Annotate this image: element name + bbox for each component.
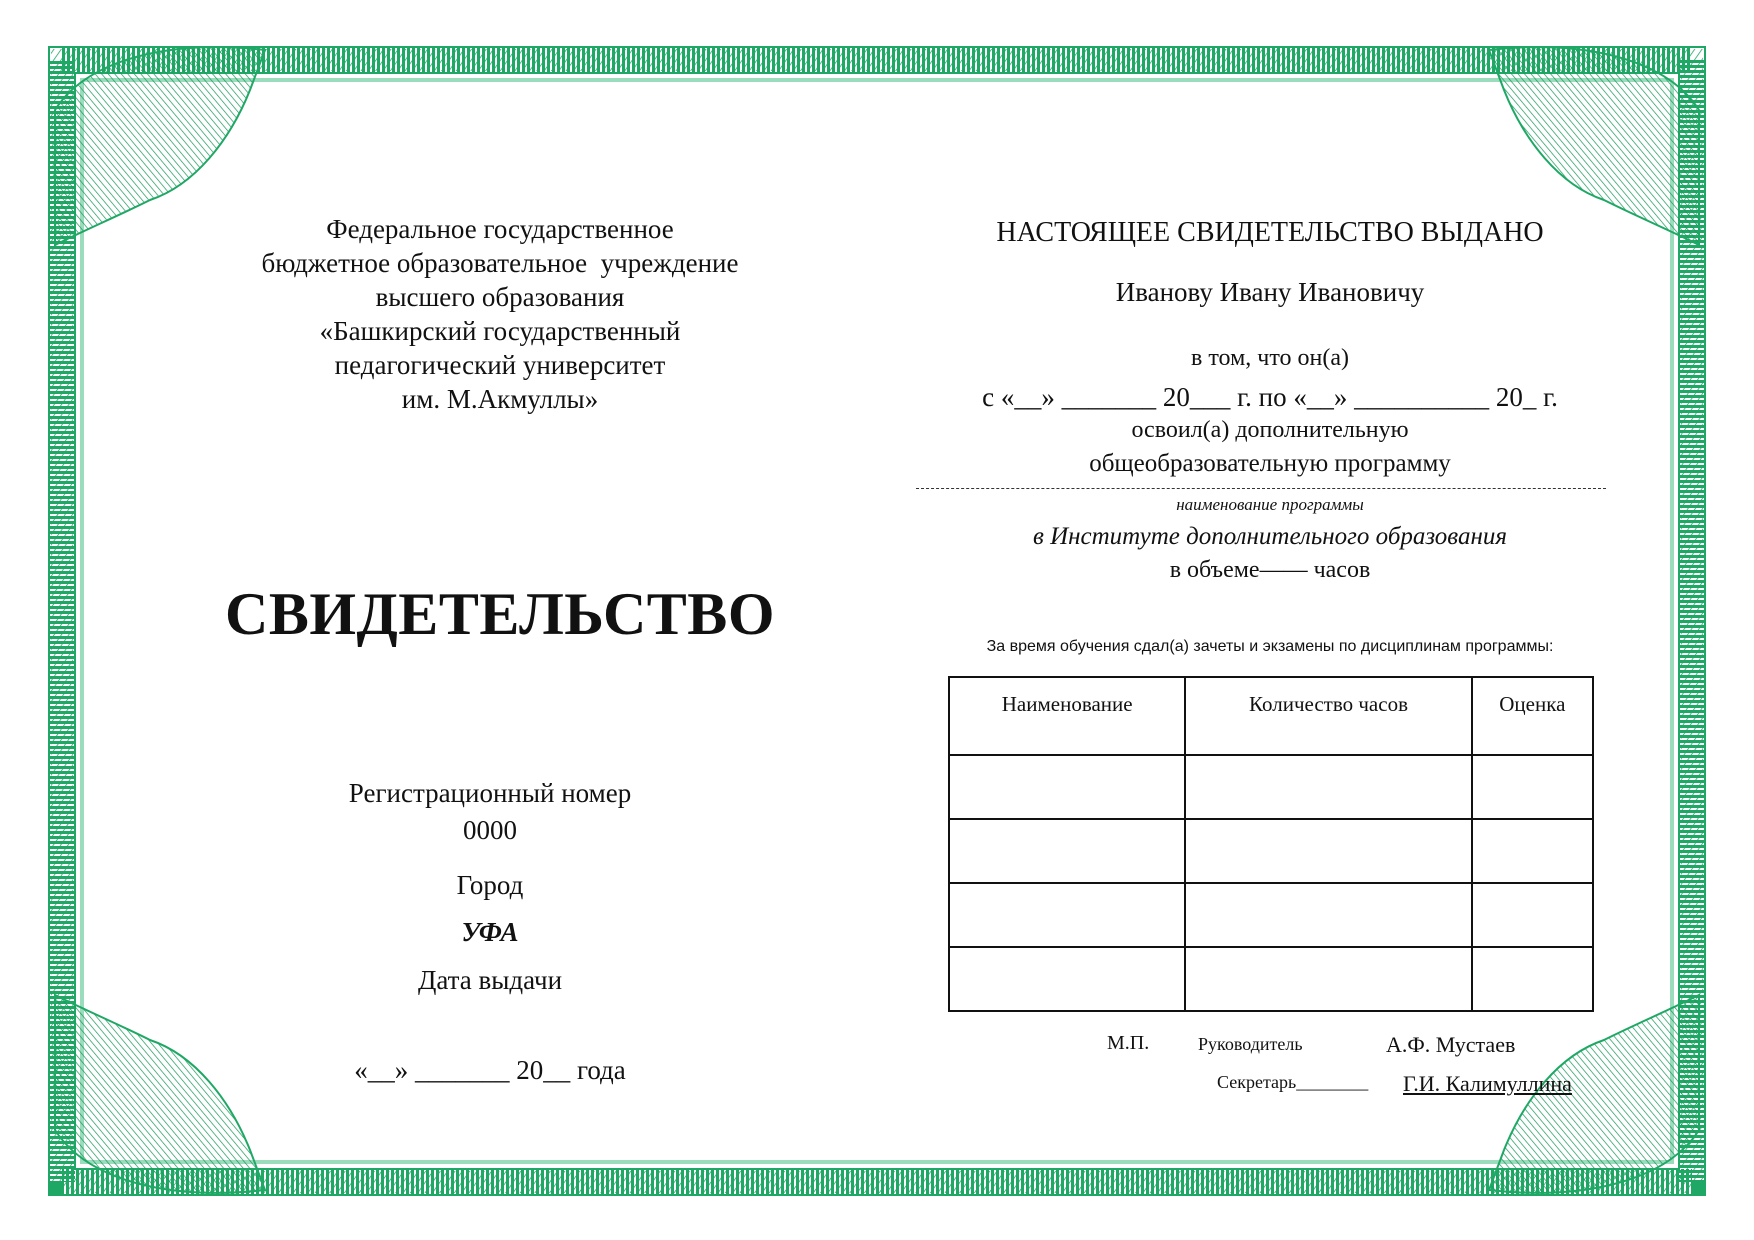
table-cell: [1185, 819, 1471, 883]
volume-hours: в объеме—— часов: [1169, 557, 1371, 583]
org-line: «Башкирский государственный: [319, 316, 681, 346]
table-row: [949, 883, 1593, 947]
exams-intro: За время обучения сдал(а) зачеты и экзамены по дисциплинам программы:: [986, 638, 1554, 655]
registration-number: 0000: [463, 815, 517, 845]
head-name: А.Ф. Мустаев: [1386, 1032, 1516, 1057]
certificate-title: СВИДЕТЕЛЬСТВО: [225, 581, 775, 647]
issuing-organization: [200, 212, 800, 416]
corner-ornament-top-right: [1489, 47, 1699, 245]
head-role-label: Руководитель: [1198, 1034, 1303, 1054]
stamp-place-label: М.П.: [1107, 1032, 1150, 1054]
institute-text: в Институте дополнительного образования: [1032, 523, 1508, 550]
column-header-name: Наименование: [949, 677, 1185, 755]
recipient-name: Иванову Ивану Ивановичу: [1115, 277, 1425, 307]
mastered-text-2: общеобразовательную программу: [1089, 450, 1451, 477]
mastered-text-1: освоил(а) дополнительную: [1131, 417, 1409, 443]
table-row: [949, 755, 1593, 819]
disciplines-table: [948, 676, 1594, 1012]
org-line: педагогический университет: [334, 350, 666, 380]
registration-number-label: Регистрационный номер: [348, 778, 632, 808]
issue-date-line: «__» _______ 20__ года: [354, 1055, 626, 1085]
table-cell: [949, 755, 1185, 819]
secretary-name: Г.И. Калимуллина: [1403, 1071, 1572, 1096]
org-line: Федеральное государственное: [326, 214, 674, 244]
study-period: с «__» _______ 20___ г. по «__» __________ 20_ г.: [982, 382, 1558, 412]
table-row: [949, 947, 1593, 1011]
table-cell: [1185, 883, 1471, 947]
issue-date-label: Дата выдачи: [417, 965, 563, 995]
city-value: УФА: [461, 917, 519, 947]
column-header-hours: Количество часов: [1185, 677, 1471, 755]
city-label: Город: [456, 870, 524, 900]
table-cell: [1472, 883, 1593, 947]
table-cell: [949, 947, 1185, 1011]
secretary-label: Секретарь________: [1217, 1072, 1369, 1092]
table-row: [949, 819, 1593, 883]
program-name-caption: наименование программы: [1176, 495, 1364, 514]
table-cell: [949, 883, 1185, 947]
org-line: высшего образования: [375, 282, 625, 312]
program-name-line: [916, 488, 1606, 489]
column-header-grade: Оценка: [1472, 677, 1593, 755]
org-line: бюджетное образовательное учреждение: [261, 248, 739, 278]
in-that-text: в том, что он(а): [1191, 345, 1349, 371]
org-line: им. М.Акмуллы»: [401, 384, 599, 414]
table-cell: [1472, 819, 1593, 883]
table-cell: [1185, 947, 1471, 1011]
table-header-row: [949, 677, 1593, 755]
table-cell: [1472, 755, 1593, 819]
table-cell: [1472, 947, 1593, 1011]
issued-heading: НАСТОЯЩЕЕ СВИДЕТЕЛЬСТВО ВЫДАНО: [996, 217, 1544, 248]
table-cell: [949, 819, 1185, 883]
table-cell: [1185, 755, 1471, 819]
